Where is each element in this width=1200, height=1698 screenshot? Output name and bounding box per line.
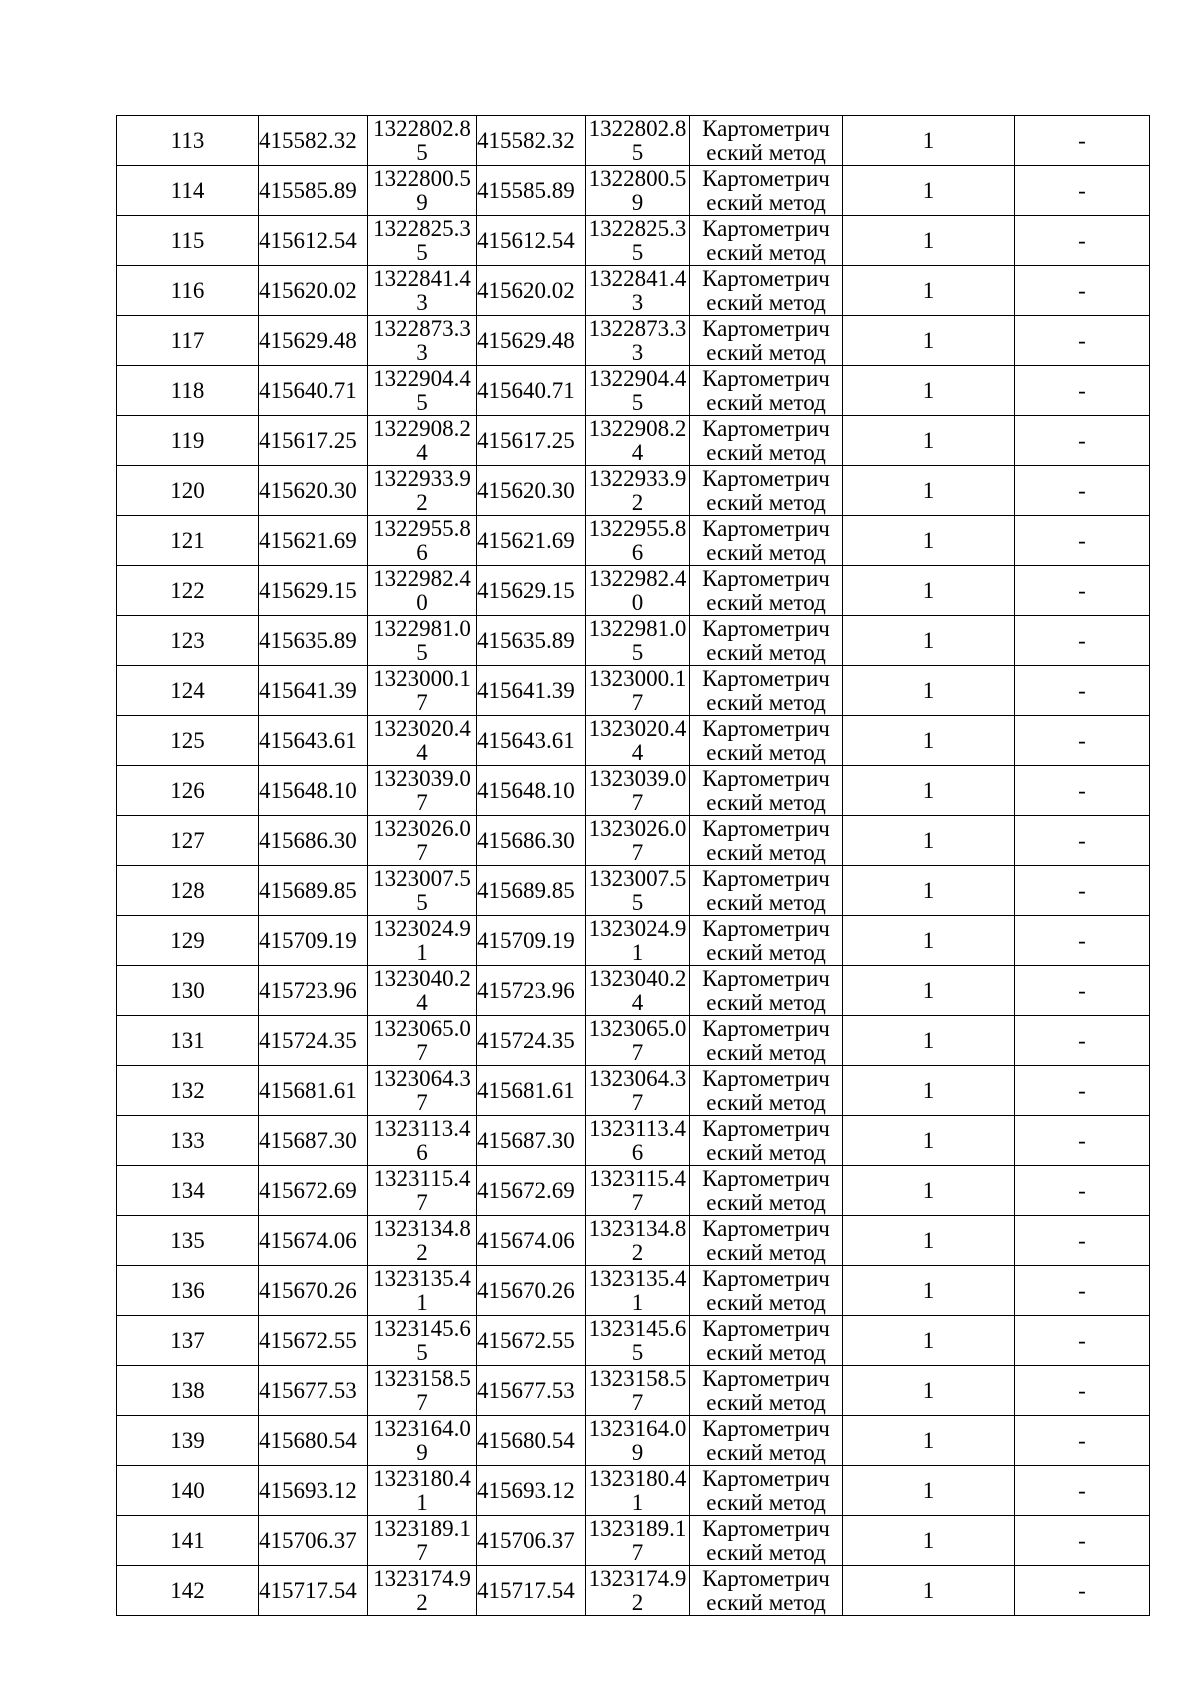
x-coordinate-cell: 415724.35 (259, 1016, 368, 1066)
table-row (117, 1266, 1150, 1316)
x-coordinate-refined-cell: 415640.71 (477, 366, 586, 416)
table-row (117, 1466, 1150, 1516)
method-cell: Картометрич еский метод (690, 416, 843, 466)
table-row (117, 916, 1150, 966)
point-number-cell: 125 (117, 716, 259, 766)
y-coordinate-refined-cell: 1322981.05 (586, 616, 690, 666)
y-coordinate-refined-cell: 1323000.17 (586, 666, 690, 716)
table-row (117, 366, 1150, 416)
x-coordinate-refined-cell: 415693.12 (477, 1466, 586, 1516)
description-cell: - (1015, 1266, 1150, 1316)
table-row (117, 216, 1150, 266)
accuracy-cell: 1 (843, 966, 1015, 1016)
description-cell: - (1015, 516, 1150, 566)
point-number-cell: 134 (117, 1166, 259, 1216)
y-coordinate-refined-cell: 1323007.55 (586, 866, 690, 916)
accuracy-cell: 1 (843, 1066, 1015, 1116)
x-coordinate-refined-cell: 415635.89 (477, 616, 586, 666)
x-coordinate-cell: 415648.10 (259, 766, 368, 816)
description-cell: - (1015, 316, 1150, 366)
x-coordinate-cell: 415687.30 (259, 1116, 368, 1166)
x-coordinate-cell: 415706.37 (259, 1516, 368, 1566)
description-cell: - (1015, 1216, 1150, 1266)
x-coordinate-refined-cell: 415686.30 (477, 816, 586, 866)
y-coordinate-cell: 1323113.46 (368, 1116, 477, 1166)
x-coordinate-cell: 415612.54 (259, 216, 368, 266)
coordinates-table-body (117, 116, 1150, 1616)
method-cell: Картометрич еский метод (690, 1066, 843, 1116)
y-coordinate-cell: 1322825.35 (368, 216, 477, 266)
point-number-cell: 114 (117, 166, 259, 216)
method-cell: Картометрич еский метод (690, 1166, 843, 1216)
y-coordinate-refined-cell: 1323145.65 (586, 1316, 690, 1366)
x-coordinate-refined-cell: 415617.25 (477, 416, 586, 466)
y-coordinate-refined-cell: 1323135.41 (586, 1266, 690, 1316)
point-number-cell: 140 (117, 1466, 259, 1516)
accuracy-cell: 1 (843, 616, 1015, 666)
point-number-cell: 130 (117, 966, 259, 1016)
accuracy-cell: 1 (843, 1116, 1015, 1166)
table-row (117, 816, 1150, 866)
description-cell: - (1015, 1566, 1150, 1616)
method-cell: Картометрич еский метод (690, 1566, 843, 1616)
table-row (117, 1066, 1150, 1116)
x-coordinate-cell: 415620.30 (259, 466, 368, 516)
method-cell: Картометрич еский метод (690, 816, 843, 866)
point-number-cell: 136 (117, 1266, 259, 1316)
table-row (117, 1166, 1150, 1216)
y-coordinate-refined-cell: 1323189.17 (586, 1516, 690, 1566)
y-coordinate-cell: 1323135.41 (368, 1266, 477, 1316)
accuracy-cell: 1 (843, 666, 1015, 716)
description-cell: - (1015, 1116, 1150, 1166)
description-cell: - (1015, 466, 1150, 516)
description-cell: - (1015, 116, 1150, 166)
x-coordinate-cell: 415674.06 (259, 1216, 368, 1266)
point-number-cell: 135 (117, 1216, 259, 1266)
point-number-cell: 124 (117, 666, 259, 716)
method-cell: Картометрич еский метод (690, 616, 843, 666)
table-row (117, 616, 1150, 666)
description-cell: - (1015, 616, 1150, 666)
y-coordinate-cell: 1323145.65 (368, 1316, 477, 1366)
x-coordinate-refined-cell: 415620.02 (477, 266, 586, 316)
table-row (117, 866, 1150, 916)
point-number-cell: 119 (117, 416, 259, 466)
description-cell: - (1015, 766, 1150, 816)
y-coordinate-cell: 1322908.24 (368, 416, 477, 466)
y-coordinate-cell: 1322841.43 (368, 266, 477, 316)
y-coordinate-cell: 1322800.59 (368, 166, 477, 216)
accuracy-cell: 1 (843, 166, 1015, 216)
x-coordinate-refined-cell: 415709.19 (477, 916, 586, 966)
x-coordinate-refined-cell: 415612.54 (477, 216, 586, 266)
x-coordinate-cell: 415689.85 (259, 866, 368, 916)
y-coordinate-cell: 1323065.07 (368, 1016, 477, 1066)
point-number-cell: 121 (117, 516, 259, 566)
point-number-cell: 126 (117, 766, 259, 816)
x-coordinate-refined-cell: 415681.61 (477, 1066, 586, 1116)
table-row (117, 716, 1150, 766)
method-cell: Картометрич еский метод (690, 1416, 843, 1466)
point-number-cell: 137 (117, 1316, 259, 1366)
x-coordinate-refined-cell: 415706.37 (477, 1516, 586, 1566)
y-coordinate-cell: 1322981.05 (368, 616, 477, 666)
y-coordinate-cell: 1322982.40 (368, 566, 477, 616)
table-row (117, 966, 1150, 1016)
x-coordinate-refined-cell: 415723.96 (477, 966, 586, 1016)
y-coordinate-refined-cell: 1322955.86 (586, 516, 690, 566)
accuracy-cell: 1 (843, 1316, 1015, 1366)
y-coordinate-cell: 1323026.07 (368, 816, 477, 866)
y-coordinate-refined-cell: 1322802.85 (586, 116, 690, 166)
point-number-cell: 142 (117, 1566, 259, 1616)
x-coordinate-cell: 415640.71 (259, 366, 368, 416)
method-cell: Картометрич еский метод (690, 1116, 843, 1166)
y-coordinate-refined-cell: 1323174.92 (586, 1566, 690, 1616)
point-number-cell: 128 (117, 866, 259, 916)
method-cell: Картометрич еский метод (690, 516, 843, 566)
x-coordinate-refined-cell: 415582.32 (477, 116, 586, 166)
table-row (117, 116, 1150, 166)
y-coordinate-cell: 1323020.44 (368, 716, 477, 766)
table-row (117, 766, 1150, 816)
point-number-cell: 129 (117, 916, 259, 966)
x-coordinate-refined-cell: 415641.39 (477, 666, 586, 716)
x-coordinate-cell: 415686.30 (259, 816, 368, 866)
description-cell: - (1015, 1066, 1150, 1116)
table-row (117, 266, 1150, 316)
description-cell: - (1015, 266, 1150, 316)
y-coordinate-refined-cell: 1322933.92 (586, 466, 690, 516)
description-cell: - (1015, 1416, 1150, 1466)
accuracy-cell: 1 (843, 516, 1015, 566)
x-coordinate-cell: 415693.12 (259, 1466, 368, 1516)
method-cell: Картометрич еский метод (690, 1016, 843, 1066)
method-cell: Картометрич еский метод (690, 666, 843, 716)
description-cell: - (1015, 1016, 1150, 1066)
y-coordinate-refined-cell: 1323020.44 (586, 716, 690, 766)
point-number-cell: 118 (117, 366, 259, 416)
x-coordinate-refined-cell: 415687.30 (477, 1116, 586, 1166)
table-row (117, 1016, 1150, 1066)
table-row (117, 1366, 1150, 1416)
y-coordinate-refined-cell: 1322982.40 (586, 566, 690, 616)
table-row (117, 1216, 1150, 1266)
x-coordinate-cell: 415723.96 (259, 966, 368, 1016)
point-number-cell: 131 (117, 1016, 259, 1066)
x-coordinate-cell: 415677.53 (259, 1366, 368, 1416)
description-cell: - (1015, 1516, 1150, 1566)
x-coordinate-refined-cell: 415670.26 (477, 1266, 586, 1316)
y-coordinate-refined-cell: 1322841.43 (586, 266, 690, 316)
description-cell: - (1015, 366, 1150, 416)
accuracy-cell: 1 (843, 1566, 1015, 1616)
y-coordinate-cell: 1322955.86 (368, 516, 477, 566)
method-cell: Картометрич еский метод (690, 316, 843, 366)
table-row (117, 566, 1150, 616)
y-coordinate-cell: 1323180.41 (368, 1466, 477, 1516)
description-cell: - (1015, 216, 1150, 266)
table-row (117, 666, 1150, 716)
y-coordinate-cell: 1323064.37 (368, 1066, 477, 1116)
accuracy-cell: 1 (843, 1416, 1015, 1466)
y-coordinate-refined-cell: 1323040.24 (586, 966, 690, 1016)
description-cell: - (1015, 416, 1150, 466)
table-row (117, 166, 1150, 216)
description-cell: - (1015, 1166, 1150, 1216)
method-cell: Картометрич еский метод (690, 766, 843, 816)
y-coordinate-refined-cell: 1322800.59 (586, 166, 690, 216)
x-coordinate-refined-cell: 415621.69 (477, 516, 586, 566)
point-number-cell: 132 (117, 1066, 259, 1116)
y-coordinate-refined-cell: 1323180.41 (586, 1466, 690, 1516)
y-coordinate-cell: 1323158.57 (368, 1366, 477, 1416)
description-cell: - (1015, 666, 1150, 716)
point-number-cell: 123 (117, 616, 259, 666)
method-cell: Картометрич еский метод (690, 566, 843, 616)
x-coordinate-refined-cell: 415672.69 (477, 1166, 586, 1216)
x-coordinate-cell: 415672.69 (259, 1166, 368, 1216)
table-row (117, 416, 1150, 466)
accuracy-cell: 1 (843, 916, 1015, 966)
y-coordinate-cell: 1323024.91 (368, 916, 477, 966)
table-row (117, 1566, 1150, 1616)
point-number-cell: 115 (117, 216, 259, 266)
x-coordinate-cell: 415680.54 (259, 1416, 368, 1466)
accuracy-cell: 1 (843, 1466, 1015, 1516)
x-coordinate-cell: 415643.61 (259, 716, 368, 766)
accuracy-cell: 1 (843, 866, 1015, 916)
y-coordinate-cell: 1323007.55 (368, 866, 477, 916)
point-number-cell: 141 (117, 1516, 259, 1566)
description-cell: - (1015, 716, 1150, 766)
y-coordinate-refined-cell: 1323164.09 (586, 1416, 690, 1466)
x-coordinate-cell: 415670.26 (259, 1266, 368, 1316)
x-coordinate-refined-cell: 415648.10 (477, 766, 586, 816)
y-coordinate-cell: 1322904.45 (368, 366, 477, 416)
method-cell: Картометрич еский метод (690, 1366, 843, 1416)
method-cell: Картометрич еский метод (690, 466, 843, 516)
accuracy-cell: 1 (843, 1216, 1015, 1266)
x-coordinate-cell: 415709.19 (259, 916, 368, 966)
method-cell: Картометрич еский метод (690, 866, 843, 916)
x-coordinate-refined-cell: 415585.89 (477, 166, 586, 216)
table-row (117, 516, 1150, 566)
y-coordinate-cell: 1322873.33 (368, 316, 477, 366)
y-coordinate-cell: 1323040.24 (368, 966, 477, 1016)
method-cell: Картометрич еский метод (690, 916, 843, 966)
accuracy-cell: 1 (843, 1516, 1015, 1566)
y-coordinate-refined-cell: 1322825.35 (586, 216, 690, 266)
y-coordinate-cell: 1323164.09 (368, 1416, 477, 1466)
table-row (117, 1416, 1150, 1466)
y-coordinate-refined-cell: 1323158.57 (586, 1366, 690, 1416)
table-row (117, 1516, 1150, 1566)
table-row (117, 1116, 1150, 1166)
accuracy-cell: 1 (843, 1266, 1015, 1316)
x-coordinate-refined-cell: 415674.06 (477, 1216, 586, 1266)
y-coordinate-cell: 1323134.82 (368, 1216, 477, 1266)
description-cell: - (1015, 866, 1150, 916)
point-number-cell: 138 (117, 1366, 259, 1416)
x-coordinate-refined-cell: 415717.54 (477, 1566, 586, 1616)
point-number-cell: 113 (117, 116, 259, 166)
point-number-cell: 116 (117, 266, 259, 316)
accuracy-cell: 1 (843, 366, 1015, 416)
accuracy-cell: 1 (843, 816, 1015, 866)
y-coordinate-cell: 1323000.17 (368, 666, 477, 716)
accuracy-cell: 1 (843, 116, 1015, 166)
y-coordinate-refined-cell: 1323024.91 (586, 916, 690, 966)
accuracy-cell: 1 (843, 1166, 1015, 1216)
description-cell: - (1015, 1366, 1150, 1416)
accuracy-cell: 1 (843, 316, 1015, 366)
description-cell: - (1015, 566, 1150, 616)
x-coordinate-refined-cell: 415672.55 (477, 1316, 586, 1366)
y-coordinate-refined-cell: 1323064.37 (586, 1066, 690, 1116)
x-coordinate-refined-cell: 415680.54 (477, 1416, 586, 1466)
method-cell: Картометрич еский метод (690, 966, 843, 1016)
point-number-cell: 139 (117, 1416, 259, 1466)
x-coordinate-refined-cell: 415643.61 (477, 716, 586, 766)
description-cell: - (1015, 166, 1150, 216)
x-coordinate-cell: 415641.39 (259, 666, 368, 716)
x-coordinate-cell: 415621.69 (259, 516, 368, 566)
y-coordinate-cell: 1323039.07 (368, 766, 477, 816)
method-cell: Картометрич еский метод (690, 116, 843, 166)
x-coordinate-cell: 415717.54 (259, 1566, 368, 1616)
y-coordinate-refined-cell: 1323113.46 (586, 1116, 690, 1166)
description-cell: - (1015, 816, 1150, 866)
point-number-cell: 122 (117, 566, 259, 616)
x-coordinate-refined-cell: 415629.15 (477, 566, 586, 616)
y-coordinate-refined-cell: 1323039.07 (586, 766, 690, 816)
x-coordinate-cell: 415617.25 (259, 416, 368, 466)
method-cell: Картометрич еский метод (690, 1466, 843, 1516)
y-coordinate-cell: 1323174.92 (368, 1566, 477, 1616)
point-number-cell: 120 (117, 466, 259, 516)
x-coordinate-cell: 415681.61 (259, 1066, 368, 1116)
x-coordinate-cell: 415620.02 (259, 266, 368, 316)
method-cell: Картометрич еский метод (690, 216, 843, 266)
description-cell: - (1015, 966, 1150, 1016)
method-cell: Картометрич еский метод (690, 366, 843, 416)
accuracy-cell: 1 (843, 766, 1015, 816)
accuracy-cell: 1 (843, 216, 1015, 266)
description-cell: - (1015, 1466, 1150, 1516)
y-coordinate-cell: 1322802.85 (368, 116, 477, 166)
y-coordinate-cell: 1323189.17 (368, 1516, 477, 1566)
method-cell: Картометрич еский метод (690, 1266, 843, 1316)
table-row (117, 316, 1150, 366)
x-coordinate-cell: 415629.48 (259, 316, 368, 366)
method-cell: Картометрич еский метод (690, 266, 843, 316)
method-cell: Картометрич еский метод (690, 1316, 843, 1366)
y-coordinate-refined-cell: 1323134.82 (586, 1216, 690, 1266)
y-coordinate-refined-cell: 1323115.47 (586, 1166, 690, 1216)
x-coordinate-refined-cell: 415724.35 (477, 1016, 586, 1066)
y-coordinate-cell: 1322933.92 (368, 466, 477, 516)
x-coordinate-cell: 415635.89 (259, 616, 368, 666)
y-coordinate-refined-cell: 1322908.24 (586, 416, 690, 466)
y-coordinate-cell: 1323115.47 (368, 1166, 477, 1216)
x-coordinate-cell: 415585.89 (259, 166, 368, 216)
accuracy-cell: 1 (843, 566, 1015, 616)
x-coordinate-refined-cell: 415620.30 (477, 466, 586, 516)
accuracy-cell: 1 (843, 416, 1015, 466)
x-coordinate-cell: 415582.32 (259, 116, 368, 166)
y-coordinate-refined-cell: 1323026.07 (586, 816, 690, 866)
point-number-cell: 117 (117, 316, 259, 366)
accuracy-cell: 1 (843, 1016, 1015, 1066)
accuracy-cell: 1 (843, 716, 1015, 766)
point-number-cell: 127 (117, 816, 259, 866)
method-cell: Картометрич еский метод (690, 1216, 843, 1266)
description-cell: - (1015, 916, 1150, 966)
table-row (117, 466, 1150, 516)
x-coordinate-cell: 415629.15 (259, 566, 368, 616)
accuracy-cell: 1 (843, 266, 1015, 316)
method-cell: Картометрич еский метод (690, 166, 843, 216)
x-coordinate-cell: 415672.55 (259, 1316, 368, 1366)
point-number-cell: 133 (117, 1116, 259, 1166)
accuracy-cell: 1 (843, 1366, 1015, 1416)
table-row (117, 1316, 1150, 1366)
method-cell: Картометрич еский метод (690, 1516, 843, 1566)
coordinates-table (116, 115, 1150, 1616)
description-cell: - (1015, 1316, 1150, 1366)
x-coordinate-refined-cell: 415689.85 (477, 866, 586, 916)
y-coordinate-refined-cell: 1323065.07 (586, 1016, 690, 1066)
accuracy-cell: 1 (843, 466, 1015, 516)
x-coordinate-refined-cell: 415677.53 (477, 1366, 586, 1416)
y-coordinate-refined-cell: 1322873.33 (586, 316, 690, 366)
method-cell: Картометрич еский метод (690, 716, 843, 766)
x-coordinate-refined-cell: 415629.48 (477, 316, 586, 366)
y-coordinate-refined-cell: 1322904.45 (586, 366, 690, 416)
